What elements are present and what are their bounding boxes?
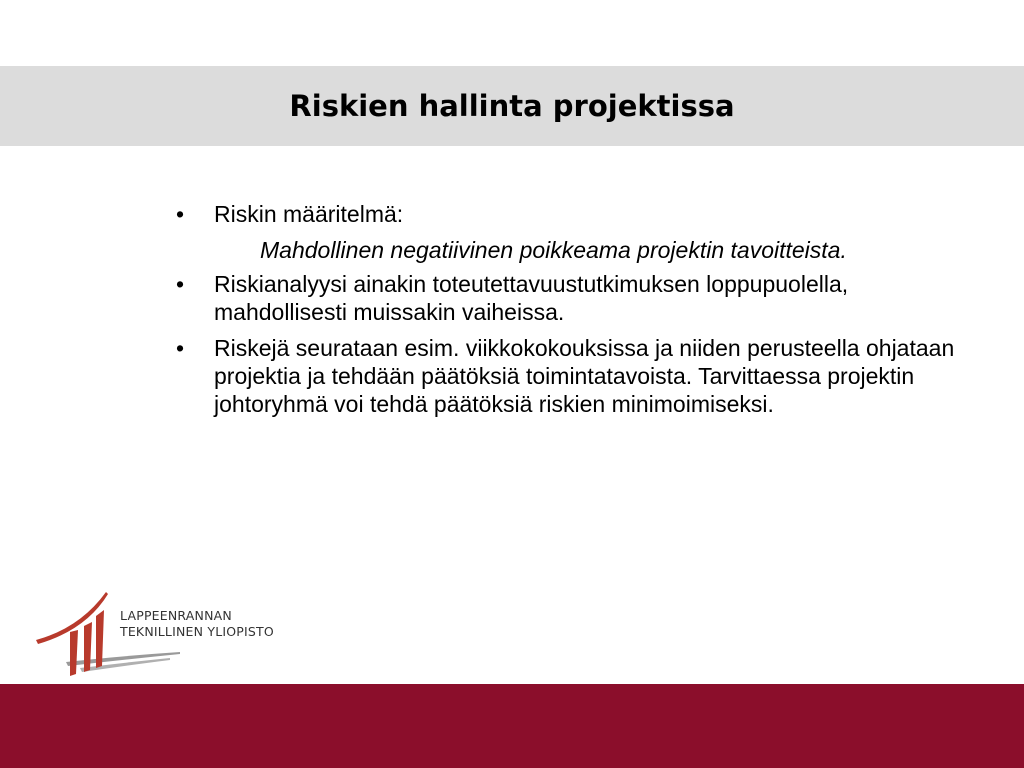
bullet-item [176,334,986,418]
logo-red-pillar [84,622,92,672]
bullet-dot: • [176,201,185,227]
bullet-text: Riskin määritelmä: [214,201,404,227]
bullet-dot: • [176,271,185,297]
university-name-line1: LAPPEENRANNAN [120,608,232,623]
university-name [120,608,274,640]
bullet-dot: • [176,335,185,361]
slide-title: Riskien hallinta projektissa [289,89,735,123]
bullet-item [176,270,986,326]
footer-band [0,684,1024,768]
definition-text: Mahdollinen negatiivinen poikkeama projektin tavoitteista. [260,237,847,263]
logo-red-pillar [70,630,78,676]
bullet-item [176,200,986,228]
slide-content [176,200,986,426]
bullet-text: Riskejä seurataan esim. viikkokokouksissa ja niiden perusteella ohjataan projektia ja tehdään päätöksiä toimintatavoista. Tarvittaessa projektin johtoryhmä voi tehdä päätöksiä riskien minimoimiseksi. [214,335,955,417]
bullet-text: Riskianalyysi ainakin toteutettavuustutkimuksen loppupuolella, mahdollisesti muissakin vaiheissa. [214,271,849,325]
university-name-line2: TEKNILLINEN YLIOPISTO [120,624,274,639]
